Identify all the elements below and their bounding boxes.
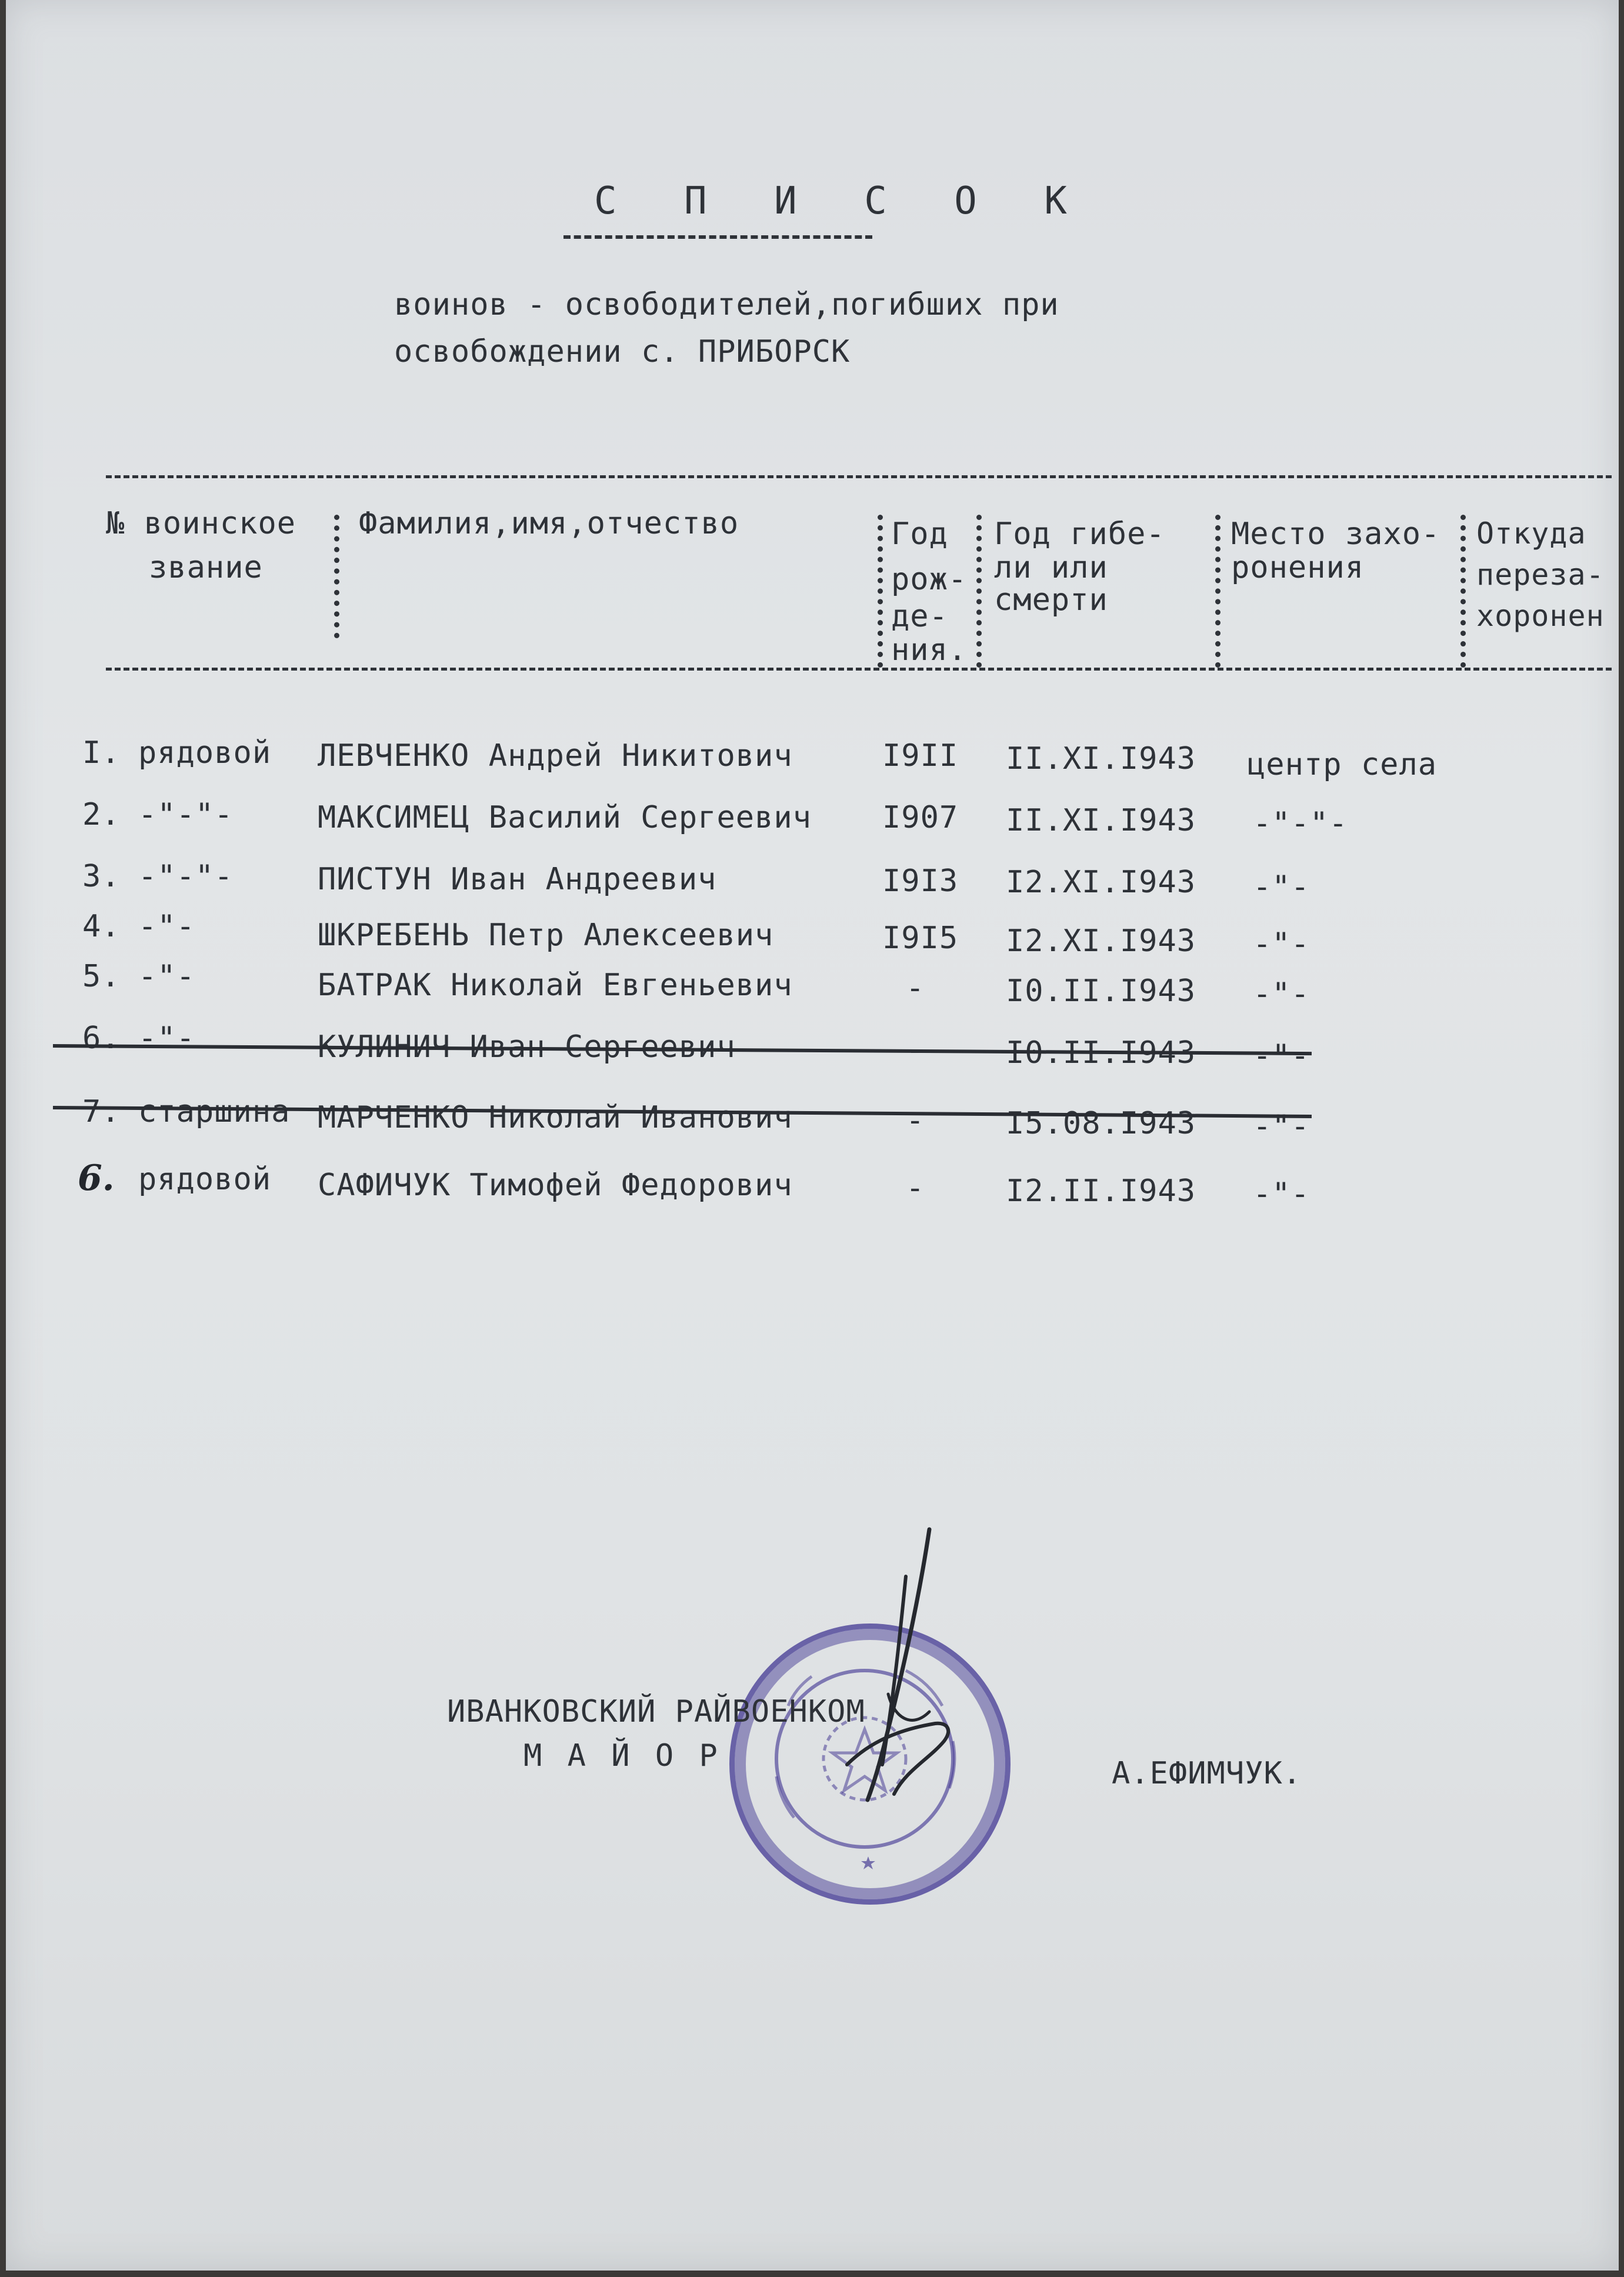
handwritten-signature-icon xyxy=(812,1518,988,1823)
row-death-date: I0.II.I943 xyxy=(1006,1035,1196,1071)
row-rank: рядовой xyxy=(138,735,272,771)
row-birth-year: - xyxy=(906,1171,925,1206)
row-number: 6. xyxy=(82,1021,121,1056)
row-burial-place: -"- xyxy=(1253,869,1310,905)
header-reburied-from: Откуда xyxy=(1476,516,1586,551)
row-rank: -"- xyxy=(138,959,195,994)
column-separator xyxy=(1460,515,1466,668)
header-no-rank: звание xyxy=(149,550,263,585)
header-bottom-rule xyxy=(106,668,1612,671)
row-death-date: I0.II.I943 xyxy=(1006,974,1196,1009)
row-name: ПИСТУН Иван Андреевич xyxy=(318,862,717,897)
document-sheet xyxy=(6,0,1619,2271)
row-number-handwritten: 6. xyxy=(78,1158,115,1199)
row-death-date: I2.II.I943 xyxy=(1006,1173,1196,1209)
header-death-year: смерти xyxy=(994,582,1108,618)
row-name: САФИЧУК Тимофей Федорович xyxy=(318,1168,793,1203)
row-name: МАРЧЕНКО Николай Иванович xyxy=(318,1100,793,1135)
header-birth-year: рож- xyxy=(891,562,968,597)
row-death-date: I2.XI.I943 xyxy=(1006,865,1196,900)
row-rank: -"-"- xyxy=(138,797,234,832)
header-reburied-from: хоронен xyxy=(1476,599,1605,633)
row-death-date: II.XI.I943 xyxy=(1006,741,1196,776)
subtitle-line-2: освобождении с. ПРИБОРСК xyxy=(394,334,851,369)
row-death-date: I2.XI.I943 xyxy=(1006,924,1196,959)
header-death-year: Год гибе- xyxy=(994,516,1165,552)
row-birth-year: I907 xyxy=(882,800,959,835)
row-name: БАТРАК Николай Евгеньевич xyxy=(318,968,793,1003)
row-burial-place: -"- xyxy=(1253,926,1310,962)
header-reburied-from: переза- xyxy=(1476,558,1605,592)
row-burial-place: -"-"- xyxy=(1253,806,1348,841)
column-separator xyxy=(976,515,982,668)
header-birth-year: де- xyxy=(891,599,948,634)
row-number: 4. xyxy=(82,909,121,944)
column-separator xyxy=(334,515,339,638)
row-rank: -"-"- xyxy=(138,859,234,894)
row-name: КУЛИНИЧ Иван Сергеевич xyxy=(318,1029,736,1065)
row-burial-place: центр села xyxy=(1247,747,1438,782)
row-burial-place: -"- xyxy=(1253,1176,1310,1212)
row-name: МАКСИМЕЦ Василий Сергеевич xyxy=(318,800,812,835)
row-name: ЛЕВЧЕНКО Андрей Никитович xyxy=(318,738,793,774)
header-full-name: Фамилия,имя,отчество xyxy=(359,506,739,541)
row-burial-place: -"- xyxy=(1253,1038,1310,1074)
row-number: 7. xyxy=(82,1094,121,1129)
document-title: С П И С О К xyxy=(594,179,1089,223)
row-burial-place: -"- xyxy=(1253,1109,1310,1144)
row-number: 5. xyxy=(82,959,121,994)
header-burial-place: ронения xyxy=(1231,550,1365,585)
signature-name: А.ЕФИМЧУК. xyxy=(1112,1756,1302,1791)
header-birth-year: ния. xyxy=(891,632,968,668)
row-number: 3. xyxy=(82,859,121,894)
row-rank: рядовой xyxy=(138,1162,272,1197)
row-name: ШКРЕБЕНЬ Петр Алексеевич xyxy=(318,918,774,953)
signature-organization: ИВАНКОВСКИЙ РАЙВОЕНКОМ xyxy=(447,1694,865,1729)
row-rank: -"- xyxy=(138,909,195,944)
header-birth-year: Год xyxy=(891,516,948,552)
row-birth-year: - xyxy=(906,1103,925,1138)
column-separator xyxy=(878,515,883,668)
signature-rank: М А Й О Р xyxy=(523,1738,721,1773)
row-rank: старшина xyxy=(138,1094,291,1129)
header-burial-place: Место захо- xyxy=(1231,516,1440,552)
header-no-rank: № воинское xyxy=(106,506,296,541)
row-birth-year: - xyxy=(906,1032,925,1068)
row-birth-year: I9I5 xyxy=(882,921,959,956)
row-birth-year: I9I3 xyxy=(882,864,959,899)
row-birth-year: - xyxy=(906,971,925,1006)
row-death-date: I5.08.I943 xyxy=(1006,1106,1196,1141)
column-separator xyxy=(1215,515,1220,668)
row-death-date: II.XI.I943 xyxy=(1006,803,1196,838)
row-burial-place: -"- xyxy=(1253,976,1310,1012)
row-number: 2. xyxy=(82,797,121,832)
header-death-year: ли или xyxy=(994,550,1108,585)
header-top-rule xyxy=(106,475,1612,478)
row-rank: -"- xyxy=(138,1021,195,1056)
row-number: I. xyxy=(82,735,121,771)
subtitle-line-1: воинов - освободителей,погибших при xyxy=(394,287,1059,322)
row-birth-year: I9II xyxy=(882,738,959,774)
title-underline xyxy=(563,235,872,239)
